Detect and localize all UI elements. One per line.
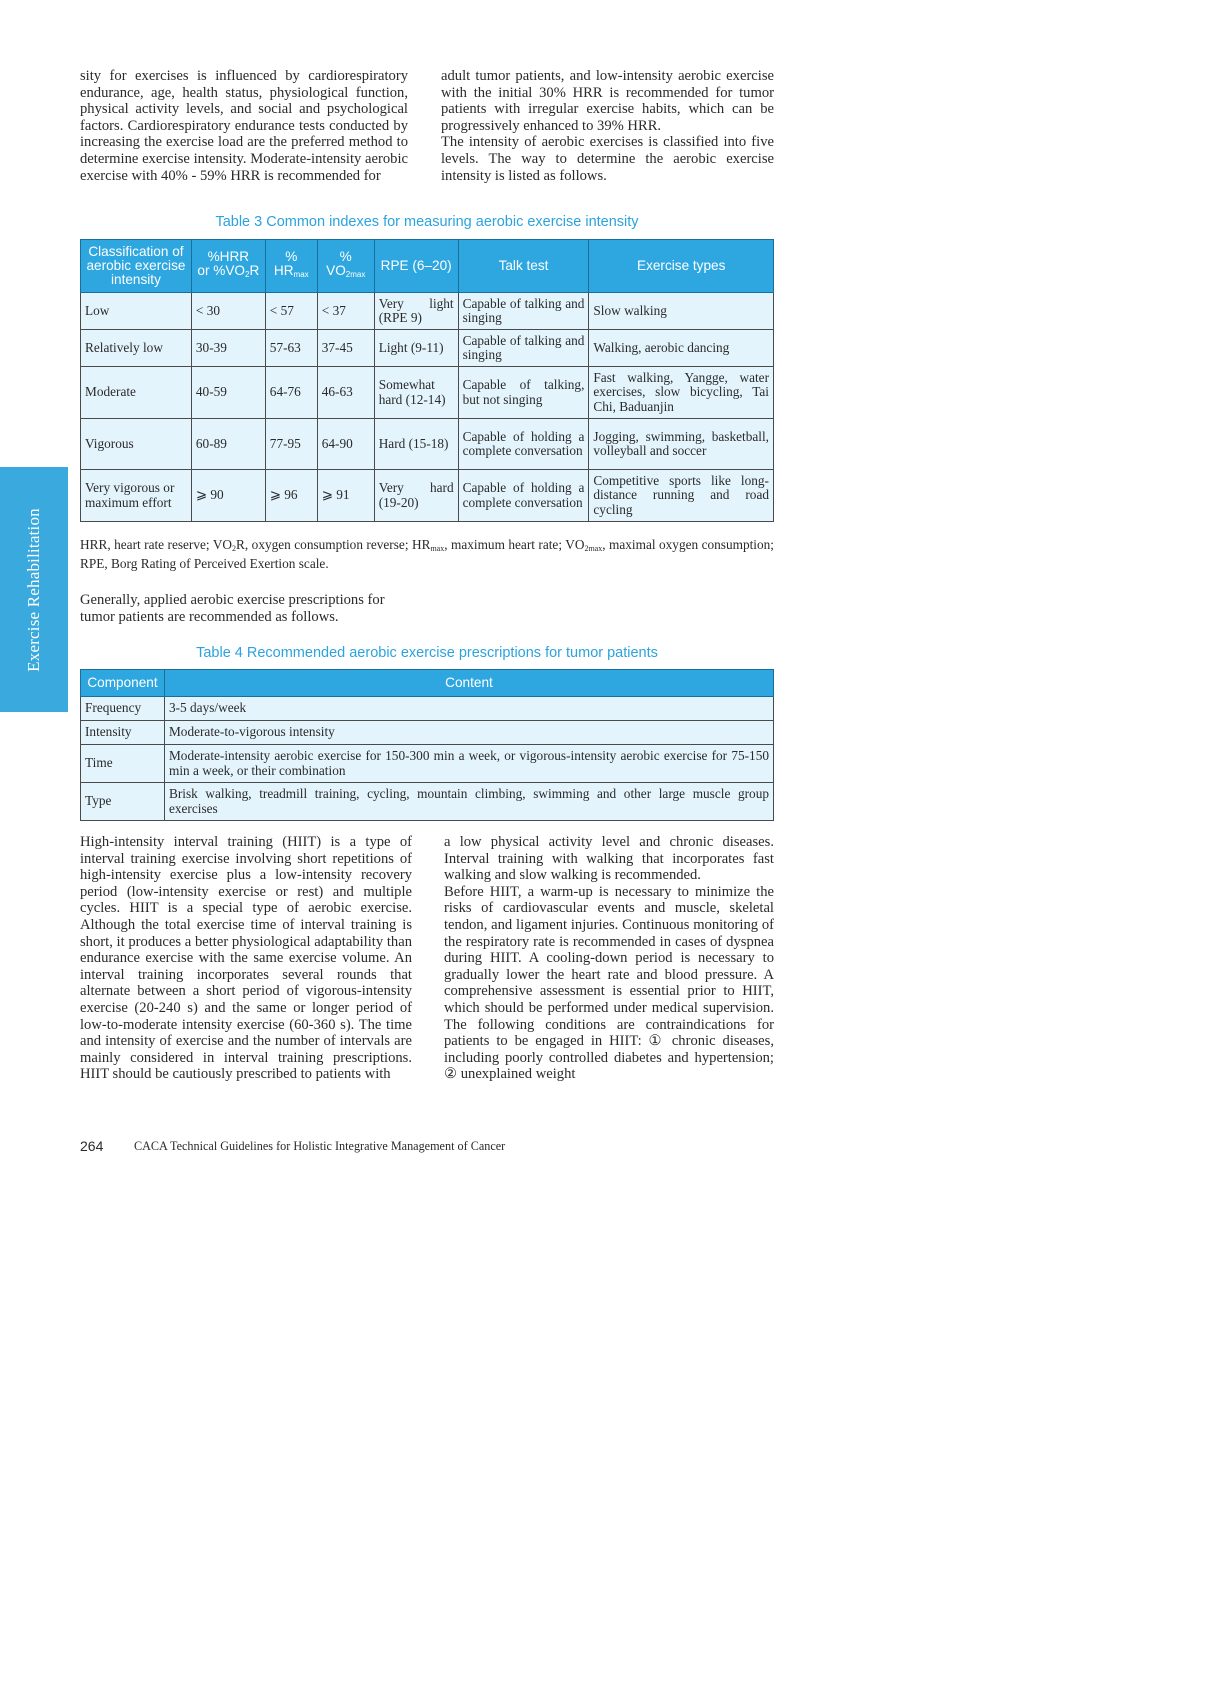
- cell-hrr: 30-39: [191, 330, 265, 367]
- header-hrr: %HRR or $\%VO_2R$: [191, 240, 265, 293]
- cell-classification: Very vigorous or maximum effort: [81, 470, 192, 522]
- cell-vo2max: 46-63: [317, 367, 374, 419]
- cell-content: Brisk walking, treadmill training, cycling, mountain climbing, swimming and other large muscle group exercises: [164, 783, 773, 821]
- table4-header-row: [81, 670, 774, 697]
- cell-classification: Vigorous: [81, 419, 192, 470]
- cell-hrmax: 64-76: [265, 367, 317, 419]
- cell-vo2max: 37-45: [317, 330, 374, 367]
- cell-types: Slow walking: [589, 293, 774, 330]
- intro-paragraph: [80, 592, 410, 625]
- cell-types: Jogging, swimming, basketball, volleyball and soccer: [589, 419, 774, 470]
- page-number: 264: [80, 1138, 104, 1154]
- cell-hrmax: < 57: [265, 293, 317, 330]
- top-right-column: [441, 68, 774, 184]
- cell-component: Intensity: [81, 721, 165, 745]
- cell-vo2max: 64-90: [317, 419, 374, 470]
- paragraph: Generally, applied aerobic exercise prescriptions for tumor patients are recommended as follows.: [80, 592, 385, 625]
- top-left-column: [80, 68, 408, 184]
- table-row: [81, 745, 774, 783]
- cell-types: Fast walking, Yangge, water exercises, slow bicycling, Tai Chi, Baduanjin: [589, 367, 774, 419]
- section-side-tab: [0, 467, 68, 712]
- cell-talk: Capable of holding a complete conversation: [458, 419, 589, 470]
- cell-rpe: Light (9-11): [374, 330, 458, 367]
- paragraph: adult tumor patients, and low-intensity aerobic exercise with the initial 30% HRR is recommended for tumor patients with irregular exercise habits, which can be progressively enhanced to 39% HRR.: [441, 68, 774, 134]
- cell-classification: Moderate: [81, 367, 192, 419]
- bottom-left-column: [80, 834, 412, 1083]
- cell-component: Frequency: [81, 697, 165, 721]
- running-footer-title: CACA Technical Guidelines for Holistic Integrative Management of Cancer: [134, 1139, 506, 1153]
- cell-component: Time: [81, 745, 165, 783]
- cell-hrr: 40-59: [191, 367, 265, 419]
- section-side-tab-label: Exercise Rehabilitation: [24, 507, 43, 672]
- paragraph: sity for exercises is influenced by cardiorespiratory endurance, age, health status, physiological function, physical activity levels, and social and psychological factors. Cardiorespiratory endurance tests conducted by increasing the exercise load are the preferred method to determine exercise intensity. Moderate-intensity aerobic exercise with 40% - 59% HRR is recommended for: [80, 68, 408, 184]
- header-content: Content: [164, 670, 773, 697]
- cell-hrmax: 77-95: [265, 419, 317, 470]
- paragraph: High-intensity interval training (HIIT) is a type of interval training exercise involving short repetitions of high-intensity exercise plus a low-intensity recovery period (low-intensity exercise or rest) and multiple cycles. HIIT is a special type of aerobic exercise. Although the total exercise time of interval training is short, it produces a better physiological adaptability than endurance exercise with the same exercise volume. An interval training incorporates several rounds that alternate between a short period of vigorous-intensity exercise (20-240 s) and the same or longer period of low-to-moderate intensity exercise (60-360 s). The time and intensity of exercise and the number of intervals are mainly considered in interval training prescriptions. HIIT should be cautiously prescribed to patients with: [80, 834, 412, 1083]
- header-rpe: RPE (6–20): [374, 240, 458, 293]
- cell-talk: Capable of talking, but not singing: [458, 367, 589, 419]
- cell-classification: Relatively low: [81, 330, 192, 367]
- cell-rpe: Very light (RPE 9): [374, 293, 458, 330]
- cell-types: Walking, aerobic dancing: [589, 330, 774, 367]
- cell-classification: Low: [81, 293, 192, 330]
- table4: [80, 669, 774, 821]
- cell-talk: Capable of holding a complete conversation: [458, 470, 589, 522]
- paragraph: a low physical activity level and chronic diseases. Interval training with walking that incorporates fast walking and slow walking is recommended.: [444, 834, 774, 884]
- paragraph: Before HIIT, a warm-up is necessary to minimize the risks of cardiovascular events and muscle, skeletal tendon, and ligament injuries. Continuous monitoring of the respiratory rate is recommended in cases of dyspnea during HIIT. A cooling-down period is necessary to gradually lower the heart rate and blood pressure. A comprehensive assessment is essential prior to HIIT, which should be performed under medical supervision. The following conditions are contraindications for patients to be engaged in HIIT: ① chronic diseases, including poorly controlled diabetes and hypertension; ② unexplained weight: [444, 883, 774, 1083]
- cell-vo2max: < 37: [317, 293, 374, 330]
- paragraph: The intensity of aerobic exercises is classified into five levels. The way to determine the aerobic exercise intensity is listed as follows.: [441, 134, 774, 184]
- table-row: [81, 419, 774, 470]
- table-row: [81, 367, 774, 419]
- header-classification: Classification of aerobic exercise intensity: [81, 240, 192, 293]
- table4-caption: Table 4 Recommended aerobic exercise prescriptions for tumor patients: [196, 645, 658, 661]
- header-vo2max: % $VO_{2max}$: [317, 240, 374, 293]
- table-row: [81, 783, 774, 821]
- cell-hrr: 60-89: [191, 419, 265, 470]
- cell-rpe: Somewhat hard (12-14): [374, 367, 458, 419]
- table-row: [81, 470, 774, 522]
- cell-component: Type: [81, 783, 165, 821]
- table-row: [81, 721, 774, 745]
- table3-header-row: [81, 240, 774, 293]
- header-component: Component: [81, 670, 165, 697]
- header-talk-test: Talk test: [458, 240, 589, 293]
- table-row: [81, 697, 774, 721]
- bottom-right-column: [444, 834, 774, 1083]
- table3-caption: Table 3 Common indexes for measuring aerobic exercise intensity: [215, 214, 639, 230]
- table-row: [81, 330, 774, 367]
- table-row: [81, 293, 774, 330]
- cell-content: Moderate-intensity aerobic exercise for 150-300 min a week, or vigorous-intensity aerobic exercise for 75-150 min a week, or their combination: [164, 745, 773, 783]
- cell-hrr: ⩾ 90: [191, 470, 265, 522]
- cell-content: Moderate-to-vigorous intensity: [164, 721, 773, 745]
- cell-hrr: < 30: [191, 293, 265, 330]
- cell-talk: Capable of talking and singing: [458, 293, 589, 330]
- cell-rpe: Very hard (19-20): [374, 470, 458, 522]
- cell-vo2max: ⩾ 91: [317, 470, 374, 522]
- cell-rpe: Hard (15-18): [374, 419, 458, 470]
- table3-footnote: HRR, heart rate reserve; $VO_2R$, oxygen consumption reverse; $HR_{max}$, maximum heart rate; $VO_{2max}$, maximal oxygen consumption; RPE, Borg Rating of Perceived Exertion scale.: [80, 537, 774, 571]
- cell-types: Competitive sports like long-distance running and road cycling: [589, 470, 774, 522]
- cell-hrmax: 57-63: [265, 330, 317, 367]
- cell-talk: Capable of talking and singing: [458, 330, 589, 367]
- cell-content: 3-5 days/week: [164, 697, 773, 721]
- header-hrmax: % $HR_{max}$: [265, 240, 317, 293]
- cell-hrmax: ⩾ 96: [265, 470, 317, 522]
- header-exercise-types: Exercise types: [589, 240, 774, 293]
- table3: [80, 239, 774, 522]
